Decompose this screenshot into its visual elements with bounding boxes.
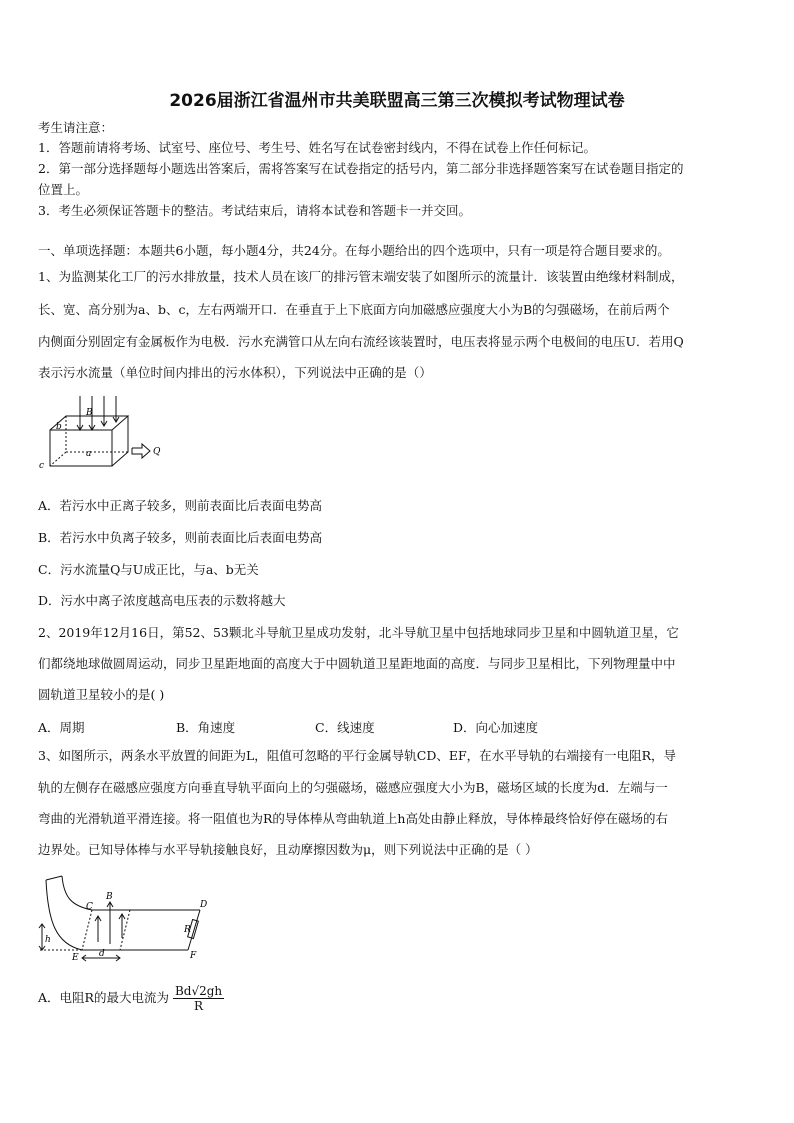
fig3-label-d: d <box>99 949 105 959</box>
notice-item-3: 3．考生必须保证答题卡的整洁。考试结束后，请将本试卷和答题卡一并交回。 <box>38 203 471 218</box>
q3-line-2: 轨的左侧存在磁感应强度方向垂直导轨平面向上的匀强磁场，磁感应强度大小为B，磁场区域的长度为d．左端与一 <box>38 780 668 795</box>
fig3-label-B: B <box>106 892 113 902</box>
q1-line-3: 内侧面分别固定有金属板作为电极．污水充满管口从左向右流经该装置时，电压表将显示两个电极间的电压U．若用Q <box>38 334 684 349</box>
q1-option-c: C．污水流量Q与U成正比，与a、b无关 <box>38 562 259 577</box>
section-heading: 一、单项选择题：本题共6小题，每小题4分，共24分。在每小题给出的四个选项中，只有一项是符合题目要求的。 <box>38 243 670 258</box>
q3-line-4: 边界处。已知导体棒与水平导轨接触良好，且动摩擦因数为μ，则下列说法中正确的是（ ） <box>38 842 538 857</box>
fig1-label-a: a <box>86 449 92 459</box>
q2-line-1: 2、2019年12月16日，第52、53颗北斗导航卫星成功发射，北斗导航卫星中包括地球同步卫星和中圆轨道卫星，它 <box>38 625 679 640</box>
rail-figure <box>36 872 216 967</box>
fig1-label-b: b <box>56 422 62 432</box>
fig3-label-F: F <box>190 951 197 961</box>
q2-option-d: D．向心加速度 <box>453 720 539 735</box>
fraction-numerator: Bd√2gh <box>174 984 223 998</box>
q3-option-a-text: A．电阻R的最大电流为 <box>38 990 169 1005</box>
q2-option-c: C．线速度 <box>315 720 375 735</box>
q2-line-2: 们都绕地球做圆周运动，同步卫星距地面的高度大于中圆轨道卫星距地面的高度．与同步卫星相比，下列物理量中中 <box>38 656 676 671</box>
fig3-label-R: R <box>184 925 191 935</box>
flowmeter-figure <box>36 390 166 480</box>
fig3-label-C: C <box>86 902 93 912</box>
q1-line-4: 表示污水流量（单位时间内排出的污水体积），下列说法中正确的是（） <box>38 365 432 380</box>
notice-heading: 考生请注意： <box>38 120 114 135</box>
q2-line-3: 圆轨道卫星较小的是( ) <box>38 687 165 702</box>
notice-item-2: 2．第一部分选择题每小题选出答案后，需将答案写在试卷指定的括号内，第二部分非选择题答案写在试卷题目指定的 <box>38 161 684 176</box>
fig1-label-Q: Q <box>153 447 161 457</box>
q3-option-a <box>38 984 224 1013</box>
q1-option-b: B．若污水中负离子较多，则前表面比后表面电势高 <box>38 530 323 545</box>
fig3-label-D: D <box>200 900 208 910</box>
q2-option-b: B．角速度 <box>176 720 236 735</box>
q3-line-1: 3、如图所示，两条水平放置的间距为L，阻值可忽略的平行金属导轨CD、EF，在水平导轨的右端接有一电阻R，导 <box>38 748 677 763</box>
fig1-label-c: c <box>39 461 45 471</box>
fig3-label-E: E <box>72 953 79 963</box>
fraction-denominator: R <box>194 999 204 1013</box>
fig3-label-h: h <box>45 935 51 945</box>
fig1-label-B: B <box>86 408 93 418</box>
max-current-fraction <box>173 984 224 1013</box>
notice-item-1: 1．答题前请将考场、试室号、座位号、考生号、姓名写在试卷密封线内，不得在试卷上作任何标记。 <box>38 140 596 155</box>
q2-option-a: A．周期 <box>38 720 85 735</box>
q3-line-3: 弯曲的光滑轨道平滑连接。将一阻值也为R的导体棒从弯曲轨道上h高处由静止释放，导体棒最终恰好停在磁场的右 <box>38 811 668 826</box>
exam-title: 2026届浙江省温州市共美联盟高三第三次模拟考试物理试卷 <box>169 91 625 111</box>
q1-option-d: D．污水中离子浓度越高电压表的示数将越大 <box>38 593 286 608</box>
q1-option-a: A．若污水中正离子较多，则前表面比后表面电势高 <box>38 498 323 513</box>
q1-line-2: 长、宽、高分别为a、b、c，左右两端开口．在垂直于上下底面方向加磁感应强度大小为B的匀强磁场，在前后两个 <box>38 302 670 317</box>
notice-item-2-cont: 位置上。 <box>38 182 89 197</box>
q1-line-1: 1、为监测某化工厂的污水排放量，技术人员在该厂的排污管末端安装了如图所示的流量计．该装置由绝缘材料制成， <box>38 269 684 284</box>
